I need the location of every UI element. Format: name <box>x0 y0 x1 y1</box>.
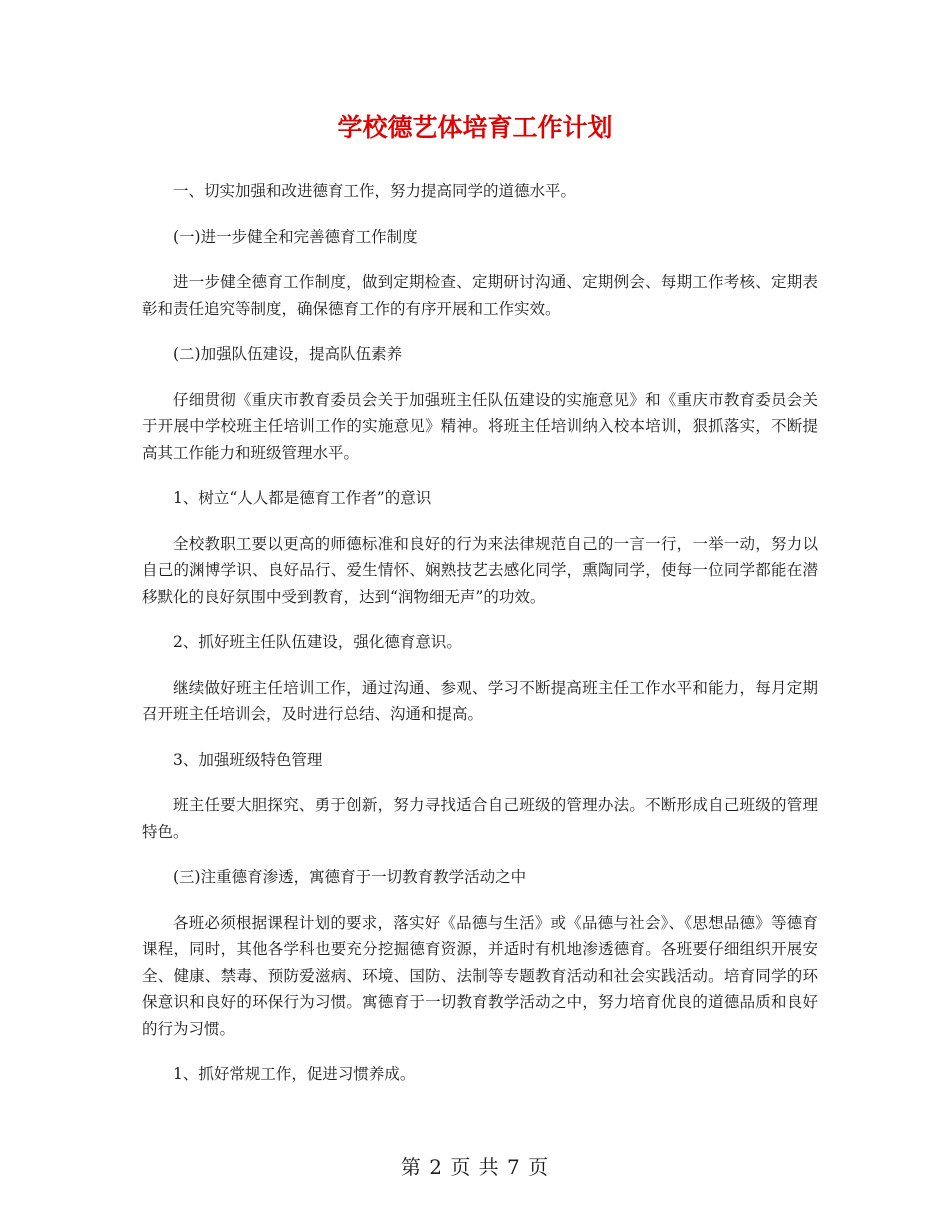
body-paragraph: 各班必须根据课程计划的要求，落实好《品德与生活》或《品德与社会》、《思想品德》等德育课程，同时，其他各学科也要充分挖掘德育资源，并适时有机地渗透德育。各班要仔细组织开展安全、健康、禁毒、预防爱滋病、环境、国防、法制等专题教育活动和社会实践活动。培育同学的环保意识和良好的环保行为习惯。寓德育于一切教育教学活动之中，努力培育优良的道德品质和良好的行为习惯。 <box>142 913 818 1038</box>
body-paragraph: 全校教职工要以更高的师德标准和良好的行为来法律规范自己的一言一行，一举一动，努力以自己的渊博学识、良好品行、爱生情怀、娴熟技艺去感化同学，熏陶同学，使每一位同学都能在潜移默化的良好氛围中受到教育，达到“润物细无声”的功效。 <box>142 534 818 606</box>
subsection-heading: (二)加强队伍建设，提高队伍素养 <box>173 345 403 363</box>
subsection-heading: (三)注重德育渗透，寓德育于一切教育教学活动之中 <box>173 868 527 886</box>
subsection-heading: (一)进一步健全和完善德育工作制度 <box>173 227 418 246</box>
item-heading: 3、加强班级特色管理 <box>173 750 323 769</box>
body-paragraph: 仔细贯彻《重庆市教育委员会关于加强班主任队伍建设的实施意见》和《重庆市教育委员会关于开展中学校班主任培训工作的实施意见》精神。将班主任培训纳入校本培训，狠抓落实，不断提高其工作能力和班级管理水平。 <box>142 390 818 462</box>
body-paragraph: 班主任要大胆探究、勇于创新，努力寻找适合自己班级的管理办法。不断形成自己班级的管理特色。 <box>142 796 818 841</box>
item-heading: 2、抓好班主任队伍建设，强化德育意识。 <box>173 633 462 651</box>
page-footer: 第 2 页 共 7 页 <box>400 1155 550 1179</box>
document-title: 学校德艺体培育工作计划 <box>337 113 613 142</box>
item-heading: 1、抓好常规工作，促进习惯养成。 <box>173 1065 416 1083</box>
item-heading: 1、树立“人人都是德育工作者”的意识 <box>173 489 432 507</box>
document-body <box>142 178 818 1088</box>
body-paragraph: 继续做好班主任培训工作，通过沟通、参观、学习不断提高班主任工作水平和能力，每月定期召开班主任培训会，及时进行总结、沟通和提高。 <box>142 678 818 723</box>
body-paragraph: 进一步健全德育工作制度，做到定期检查、定期研讨沟通、定期例会、每期工作考核、定期表彰和责任追究等制度，确保德育工作的有序开展和工作实效。 <box>142 273 818 318</box>
section-heading: 一、切实加强和改进德育工作，努力提高同学的道德水平。 <box>173 182 577 200</box>
